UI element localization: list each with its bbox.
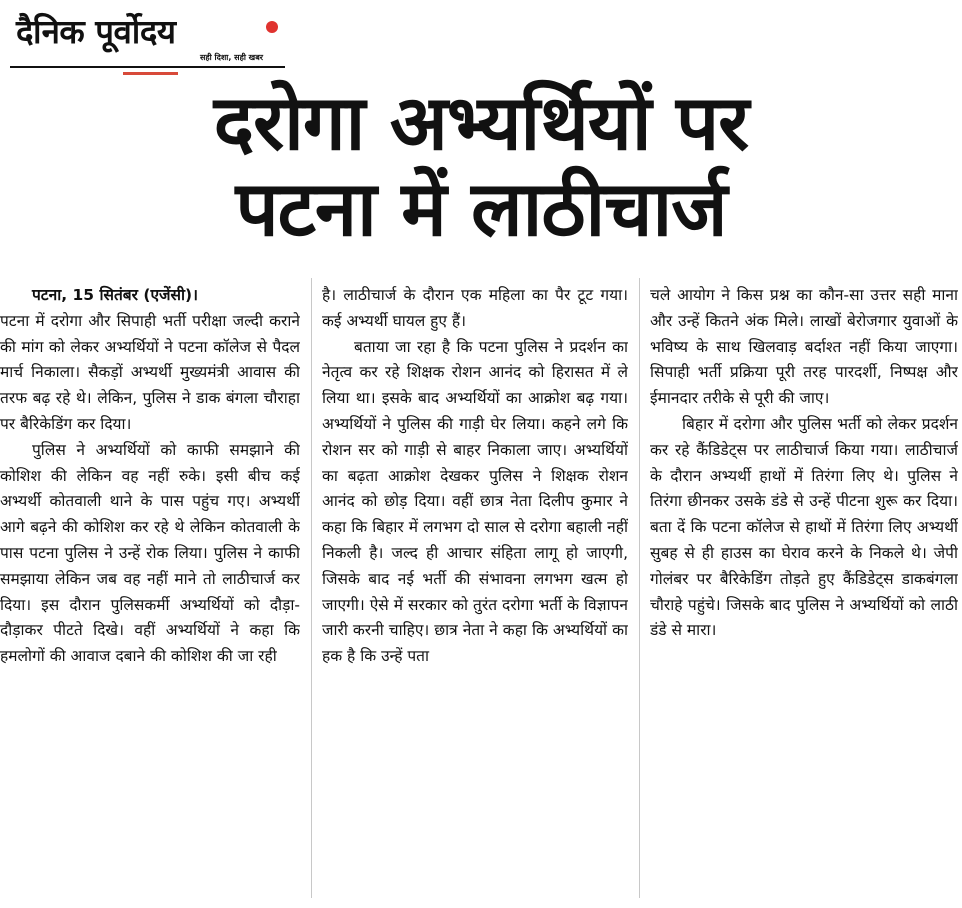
article-column-2 [322,283,628,908]
column-divider [639,278,640,898]
article-dateline: पटना, 15 सितंबर (एजेंसी)। [32,286,199,304]
newspaper-tagline: सही दिशा, सही खबर [200,53,264,62]
paragraph: चले आयोग ने किस प्रश्न का कौन-सा उत्तर सही माना और उन्हें कितने अंक मिले। लाखों बेरोजगार युवाओं के भविष्य के साथ खिलवाड़ बर्दाश्त नहीं किया जाएगा। सिपाही भर्ती प्रक्रिया पूरी तरह पारदर्शी, निष्पक्ष और ईमानदार तरीके से पूरी की जाए। [650,286,958,408]
masthead-accent-bar [123,72,178,75]
column-divider [311,278,312,898]
paragraph: है। लाठीचार्ज के दौरान एक महिला का पैर टूट गया। कई अभ्यर्थी घायल हुए हैं। [322,286,628,330]
article-column-3 [650,283,958,908]
headline-line-1: दरोगा अभ्यर्थियों पर [213,78,749,167]
article-headline [0,80,962,252]
masthead-rule [10,66,285,68]
masthead [10,8,285,72]
article-column-1 [0,283,300,908]
paragraph: बिहार में दरोगा और पुलिस भर्ती को लेकर प्रदर्शन कर रहे कैंडिडेट्स पर लाठीचार्ज किया गया। लाठीचार्ज के दौरान अभ्यर्थी हाथों में तिरंगा लिए थे। पुलिस ने तिरंगा छीनकर उसके डंडे से उन्हें पीटना शुरू कर दिया। बता दें कि पटना कॉलेज से हाथों में तिरंगा लिए अभ्यर्थी सुबह से ही हाउस का घेराव करने के निकले थे। जेपी गोलंबर पर बैरिकेडिंग तोड़ते हुए कैंडिडेट्स डाकबंगला चौराहे पहुंचे। जिसके बाद पुलिस ने अभ्यर्थियों को लाठी डंडे से मारा। [650,414,958,640]
paragraph: पटना में दरोगा और सिपाही भर्ती परीक्षा जल्दी कराने की मांग को लेकर अभ्यर्थियों ने पटना कॉलेज से पैदल मार्च निकाला। सैकड़ों अभ्यर्थी मुख्यमंत्री आवास की तरफ बढ़ रहे थे। लेकिन, पुलिस ने डाक बंगला चौराहा पर बैरिकेडिंग कर दिया। [0,311,300,433]
paragraph: बताया जा रहा है कि पटना पुलिस ने प्रदर्शन का नेतृत्व कर रहे शिक्षक रोशन आनंद को हिरासत में ले लिया था। इसके बाद अभ्यर्थियों का आक्रोश बढ़ गया। अभ्यर्थियों ने पुलिस की गाड़ी घेर लिया। कहने लगे कि रोशन सर को गाड़ी से बाहर निकाला जाए। अभ्यर्थियों का बढ़ता आक्रोश देखकर पुलिस ने शिक्षक रोशन आनंद को छोड़ दिया। वहीं छात्र नेता दिलीप कुमार ने कहा कि बिहार में लगभग दो साल से दरोगा बहाली नहीं निकली है। जल्द ही आचार संहिता लागू हो जाएगी, जिसके बाद नई भर्ती की संभावना लगभग खत्म हो जाएगी। ऐसे में सरकार को तुरंत दरोगा भर्ती के विज्ञापन जारी करनी चाहिए। छात्र नेता ने कहा कि अभ्यर्थियों का हक है कि उन्हें पता [322,337,628,666]
headline-line-2: पटना में लाठीचार्ज [235,164,727,253]
logo-dot-icon [266,21,278,33]
paragraph: पुलिस ने अभ्यर्थियों को काफी समझाने की कोशिश की लेकिन वह नहीं रुके। इसी बीच कई अभ्यर्थी कोतवाली थाने के पास पहुंच गए। अभ्यर्थी आगे बढ़ने की कोशिश कर रहे थे लेकिन कोतवाली के पास पटना पुलिस ने उन्हें रोक लिया। पुलिस ने काफी समझाया लेकिन जब वह नहीं माने तो लाठीचार्ज कर दिया। इस दौरान पुलिसकर्मी अभ्यर्थियों को दौड़ा-दौड़ाकर पीटते दिखे। वहीं अभ्यर्थियों ने कहा कि हमलोगों की आवाज दबाने की कोशिश की जा रही [0,440,300,666]
newspaper-logo: दैनिक पूर्वोदय [16,12,176,51]
